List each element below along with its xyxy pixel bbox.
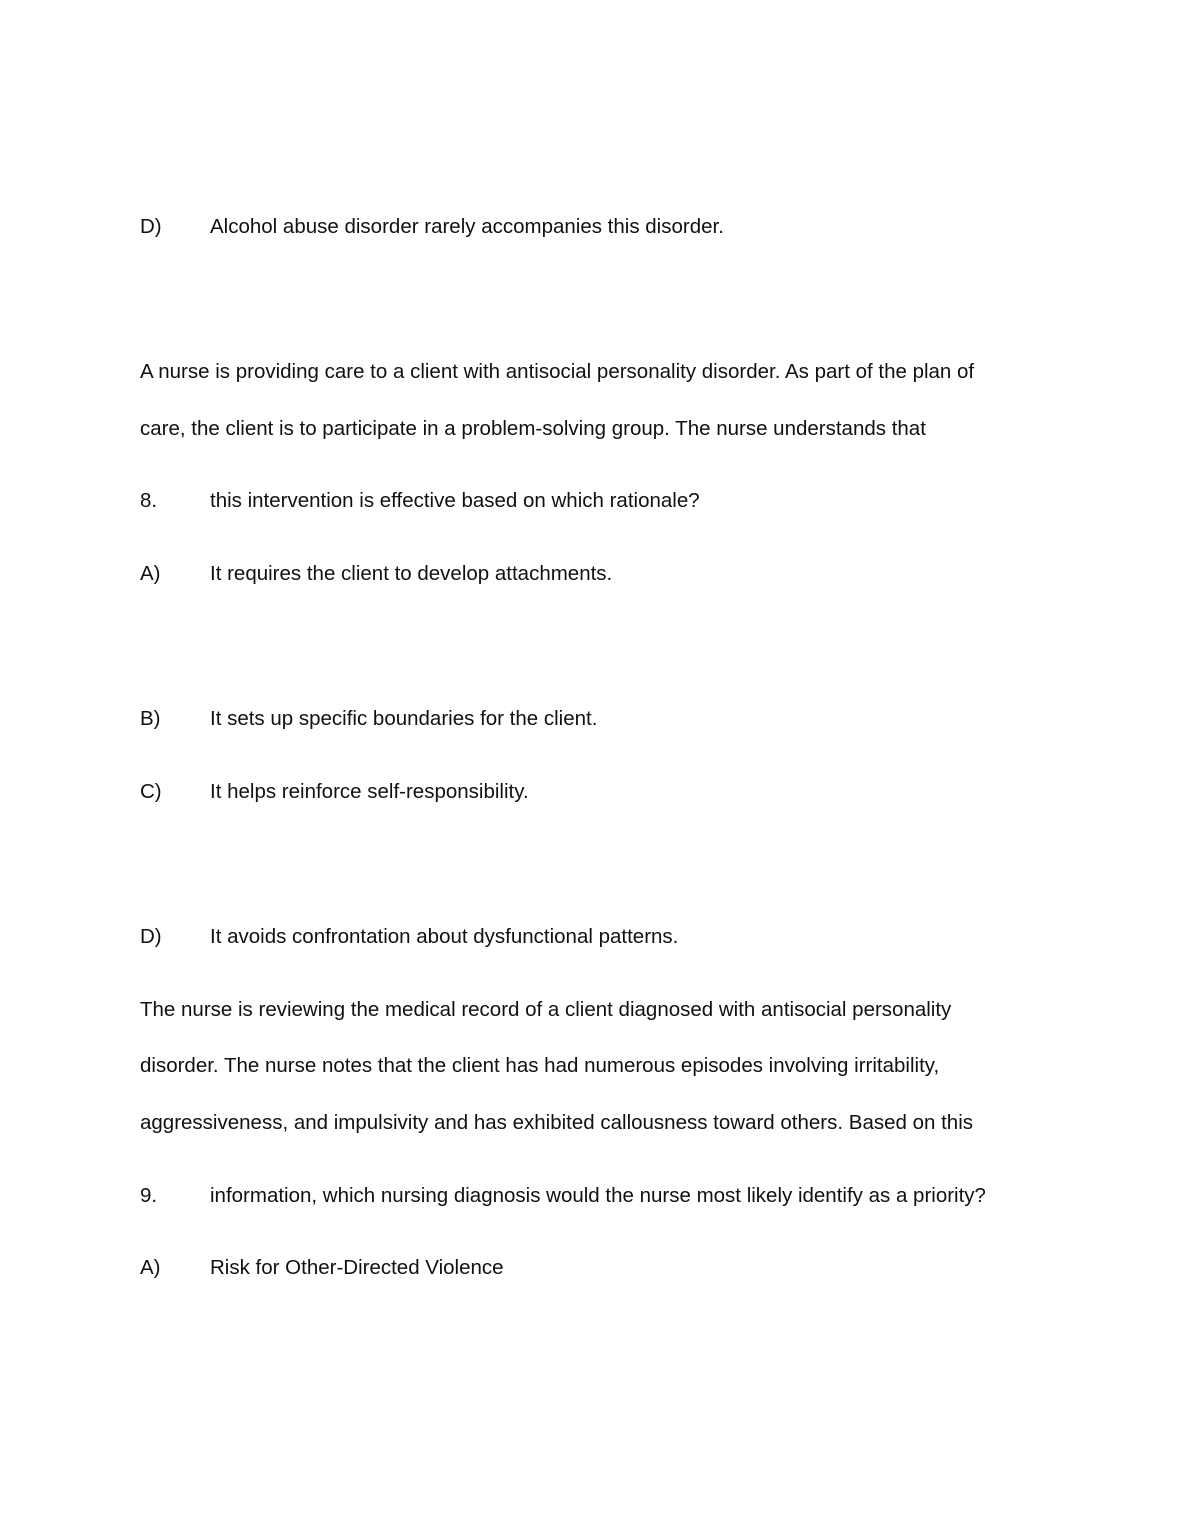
option-text: Alcohol abuse disorder rarely accompanies this disorder. xyxy=(210,215,724,238)
option-marker: A) xyxy=(140,1256,161,1279)
option-text: It sets up specific boundaries for the client. xyxy=(210,707,598,730)
question-stem-line: A nurse is providing care to a client with antisocial personality disorder. As part of the plan of xyxy=(140,360,975,383)
option-text: Risk for Other-Directed Violence xyxy=(210,1256,504,1279)
question-stem-final-line: this intervention is effective based on which rationale? xyxy=(210,489,700,512)
question-stem-line: aggressiveness, and impulsivity and has exhibited callousness toward others. Based on this xyxy=(140,1111,973,1134)
question-number: 9. xyxy=(140,1184,158,1207)
option-marker: D) xyxy=(140,215,162,238)
option-marker: D) xyxy=(140,925,162,948)
option-marker: C) xyxy=(140,780,162,803)
option-text: It avoids confrontation about dysfunctional patterns. xyxy=(210,925,679,948)
option-text: It helps reinforce self-responsibility. xyxy=(210,780,529,803)
option-marker: A) xyxy=(140,562,161,585)
option-marker: B) xyxy=(140,707,161,730)
option-text: It requires the client to develop attachments. xyxy=(210,562,613,585)
question-stem-line: care, the client is to participate in a problem-solving group. The nurse understands that xyxy=(140,417,926,440)
question-number: 8. xyxy=(140,489,158,512)
question-stem-line: The nurse is reviewing the medical record of a client diagnosed with antisocial personality xyxy=(140,998,952,1021)
question-stem-line: disorder. The nurse notes that the client has had numerous episodes involving irritability, xyxy=(140,1054,940,1077)
question-stem-final-line: information, which nursing diagnosis would the nurse most likely identify as a priority? xyxy=(210,1184,986,1207)
